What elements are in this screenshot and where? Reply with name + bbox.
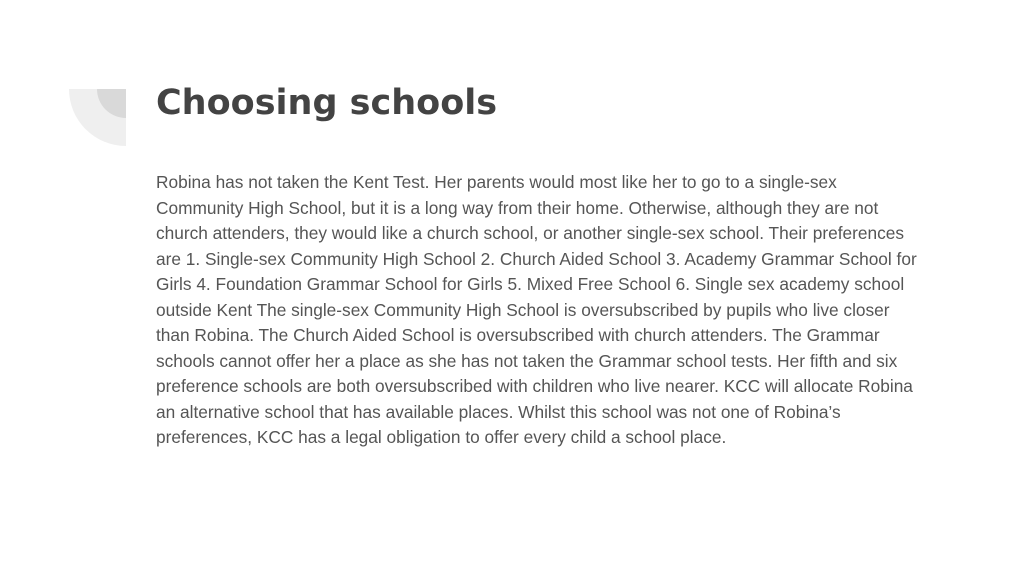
slide-title: Choosing schools [156, 83, 498, 123]
slide-body-text: Robina has not taken the Kent Test. Her parents would most like her to go to a single-sex Community High School, but it is a long way from their home. Otherwise, although they are not church attenders, they would like a church school, or another single-sex school. Their preferences are 1. Single-sex Community High School 2. Church Aided School 3. Academy Grammar School for Girls 4. Foundation Grammar School for Girls 5. Mixed Free School 6. Single sex academy school outside Kent The single-sex Community High School is oversubscribed by pupils who live closer than Robina. The Church Aided School is oversubscribed with church attenders. The Grammar schools cannot offer her a place as she has not taken the Grammar school tests. Her fifth and six preference schools are both oversubscribed with children who live nearer. KCC will allocate Robina an alternative school that has available places. Whilst this school was not one of Robina’s preferences, KCC has a legal obligation to offer every child a school place. [156, 172, 917, 447]
corner-decoration [69, 89, 126, 146]
